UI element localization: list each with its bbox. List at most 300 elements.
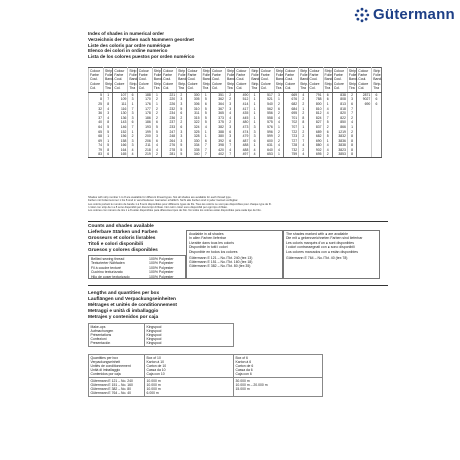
colour-number: 398 <box>210 143 225 148</box>
strip-number: 3 <box>177 102 186 107</box>
counts-heading <box>88 224 158 254</box>
strip-number: 5 <box>201 106 210 111</box>
strip-number: 1 <box>323 139 332 144</box>
make-up-label: Presentación <box>90 341 111 346</box>
colour-number: 690 <box>357 102 372 107</box>
strip-number: 1 <box>250 93 259 98</box>
all-shades-item: Gütermann E 121 – No./Tkt. 240 (tex 13) <box>189 255 253 260</box>
strip-number: 7 <box>201 143 210 148</box>
strip-number: 6 <box>128 120 137 125</box>
strip-number: 6 <box>274 106 283 111</box>
colour-number: 211 <box>137 143 152 148</box>
colour-number: 36 <box>89 111 104 116</box>
colour-number: 234 <box>162 111 177 116</box>
strip-number: 2 <box>152 116 161 121</box>
colour-number: 328 <box>186 134 201 139</box>
strip-number: 4 <box>299 93 308 98</box>
colour-number: 188 <box>137 93 152 98</box>
footnote-line: Farben mit Foliennummer 1 bis 8 sind in verschiedenen Garnarten erhältlich. Nicht alle Farben sind in jeder Garnart verfügbar. <box>88 199 239 203</box>
colour-number: 177 <box>137 106 152 111</box>
colour-number: 8 <box>89 97 104 102</box>
colour-number: 233 <box>162 125 177 130</box>
strip-number: 4 <box>299 143 308 148</box>
strip-number: 1 <box>323 102 332 107</box>
strip-number: 2 <box>323 152 332 157</box>
colour-number: 264 <box>162 139 177 144</box>
colour-number: 40 <box>89 120 104 125</box>
strip-number: 4 <box>274 148 283 153</box>
strip-number: 1 <box>128 129 137 134</box>
thread-type: Fil à coudre texturé <box>91 265 121 270</box>
strip-number: 8 <box>347 148 356 153</box>
thread-type: Hilo de coser texturizado <box>91 274 130 279</box>
colour-number: 281 <box>162 152 177 157</box>
strip-number: 4 <box>274 116 283 121</box>
lengths-box-6-column <box>234 378 323 397</box>
strip-number: 4 <box>250 148 259 153</box>
counts-heading-line: Grosseurs et coloris livrables <box>88 235 156 241</box>
colour-number: 156 <box>113 134 128 139</box>
colour-number: 690 <box>308 139 323 144</box>
quantities-label: Contenidos por caja <box>90 372 121 377</box>
colour-number: 248 <box>162 134 177 139</box>
colour-number: 488 <box>235 143 250 148</box>
colour-number: 166 <box>113 143 128 148</box>
strip-number: 6 <box>323 129 332 134</box>
colour-number: 220 <box>162 97 177 102</box>
all-shades-line: Livrable dans tous les coloris <box>189 240 234 245</box>
colour-number: 247 <box>162 129 177 134</box>
colour-number: 152 <box>113 129 128 134</box>
colour-number: 576 <box>259 125 274 130</box>
strip-number: 2 <box>177 93 186 98</box>
thread-type-box <box>88 255 186 279</box>
footnote-line: Les coloris portant le numéro de bande 1 à 8 sont disponibles pour différents types de fils. Tous les coloris ne sont pas disponibles pour chaque type de fil. <box>88 202 272 206</box>
colour-number: 556 <box>259 111 274 116</box>
colour-column-header: Colour Farbe Coul. Colore Col. <box>332 68 347 93</box>
length-label: Gütermann E 121 – No. 240 <box>90 378 133 383</box>
colour-number: 65 <box>89 129 104 134</box>
counts-heading-line: Counts and shades available <box>88 224 154 229</box>
strip-number: 3 <box>225 102 234 107</box>
colour-number: 902 <box>308 148 323 153</box>
make-up-value: Kingspool <box>146 341 162 346</box>
colour-number: 276 <box>162 143 177 148</box>
lengths-box-10-column <box>145 378 234 397</box>
fiber-content: 100% Polyester <box>149 261 174 266</box>
colour-number: 64 <box>89 125 104 130</box>
strip-number: 2 <box>299 134 308 139</box>
colour-number: 143 <box>113 120 128 125</box>
colour-number: 116 <box>113 106 128 111</box>
strip-number: 2 <box>274 111 283 116</box>
colour-number: 199 <box>137 129 152 134</box>
colour-number: 373 <box>210 116 225 121</box>
colour-number: 111 <box>113 102 128 107</box>
strip-number: 3 <box>250 129 259 134</box>
strip-number: 4 <box>250 152 259 157</box>
section-divider <box>88 221 388 222</box>
colour-number: 791 <box>308 93 323 98</box>
counts-heading-line: Titoli e colori disponibili <box>88 241 144 247</box>
strip-number: 5 <box>323 134 332 139</box>
colour-number: 512 <box>235 97 250 102</box>
strip-number: 1 <box>250 111 259 116</box>
strip-number: 3 <box>225 106 234 111</box>
box-6-value: Caja con 6 <box>235 372 252 377</box>
make-up-label: Présentations <box>90 333 112 337</box>
colour-number: 414 <box>235 102 250 107</box>
marked-shades-line: Les coloris marqués d'un ● sont disponibles <box>286 240 354 245</box>
thread-type: Cucirino texturizzato <box>91 270 123 275</box>
colour-number: 562 <box>259 106 274 111</box>
strip-number: 6 <box>372 93 381 98</box>
colour-number: 402 <box>210 152 225 157</box>
colour-number: 600 <box>259 139 274 144</box>
colour-number: 232 <box>162 106 177 111</box>
strip-number: 2 <box>225 93 234 98</box>
colour-number: 1219 <box>332 129 347 134</box>
strip-number: 2 <box>152 106 161 111</box>
colour-number: 435 <box>235 111 250 116</box>
strip-number: 1 <box>201 129 210 134</box>
strip-number: 1 <box>104 134 113 139</box>
strip-column-header: Strip Folie Band. Strip. Tira <box>104 68 113 93</box>
colour-number: 109 <box>113 97 128 102</box>
strip-number: 1 <box>128 102 137 107</box>
strip-number: 1 <box>347 125 356 130</box>
strip-number: 8 <box>347 143 356 148</box>
colour-number: 808 <box>332 97 347 102</box>
strip-number: 7 <box>128 106 137 111</box>
colour-number: 32 <box>89 106 104 111</box>
strip-number: 2 <box>152 111 161 116</box>
box-6-value: Karton à 6 <box>235 359 252 364</box>
colour-number: 759 <box>284 152 299 157</box>
strip-number: 1 <box>250 106 259 111</box>
box-of-6-column <box>234 355 323 378</box>
colour-number: 880 <box>308 143 323 148</box>
thread-type: Texturierter Nähfaden <box>91 261 125 266</box>
colour-number: 330 <box>186 139 201 144</box>
colour-number: 682 <box>308 134 323 139</box>
title-line: Index of shades in numerical order <box>88 31 165 36</box>
make-up-label: Make-ups <box>90 324 106 329</box>
colour-number: 362 <box>210 97 225 102</box>
strip-number: 6 <box>104 152 113 157</box>
strip-number: 6 <box>225 139 234 144</box>
strip-number: 6 <box>225 129 234 134</box>
strip-number: 3 <box>128 111 137 116</box>
colour-number: 107 <box>113 93 128 98</box>
strip-number: 4 <box>323 143 332 148</box>
strip-number: 2 <box>152 97 161 102</box>
colour-column-header: Colour Farbe Coul. Colore Col. <box>357 68 372 93</box>
strip-number: 5 <box>177 148 186 153</box>
strip-number: 4 <box>347 120 356 125</box>
strip-number: 6 <box>128 93 137 98</box>
document-title <box>88 31 194 60</box>
strip-number: 4 <box>128 148 137 153</box>
strip-number: 3 <box>128 97 137 102</box>
strip-number: 1 <box>250 97 259 102</box>
strip-number: 1 <box>250 143 259 148</box>
strip-number: 6 <box>372 97 381 102</box>
lengths-labels <box>89 378 145 397</box>
section-divider <box>88 285 388 286</box>
strip-number: 5 <box>177 152 186 157</box>
strip-number: 5 <box>104 143 113 148</box>
strip-number: 8 <box>347 139 356 144</box>
colour-number: 130 <box>113 111 128 116</box>
make-up-value: Kingspool <box>146 333 162 337</box>
colour-number: 732 <box>284 148 299 153</box>
colour-number: 722 <box>284 129 299 134</box>
colour-column-header: Colour Farbe Coul. Colore Col. <box>308 68 323 93</box>
strip-number: 6 <box>152 139 161 144</box>
colour-number: 178 <box>137 111 152 116</box>
colour-number <box>357 152 372 157</box>
strip-number: 7 <box>201 152 210 157</box>
lengths-heading-line: Metraggi e unità di imballaggio <box>88 308 159 314</box>
colour-column-header: Colour Farbe Coul. Colore Col. <box>113 68 128 93</box>
strip-number: 4 <box>128 152 137 157</box>
colour-number: 695 <box>308 152 323 157</box>
counts-heading-line: Lieferbare Stärken und Farben <box>88 229 158 235</box>
colour-number: 676 <box>284 97 299 102</box>
colour-number: 164 <box>113 148 128 153</box>
lengths-heading-line: Metrajes y contenidos por caja <box>88 314 159 320</box>
colour-number: 837 <box>308 125 323 130</box>
colour-number: 521 <box>259 97 274 102</box>
strip-number: 5 <box>177 106 186 111</box>
colour-number: 186 <box>137 116 152 121</box>
box-6-value: Carton de 6 <box>235 364 254 368</box>
colour-number: 599 <box>259 134 274 139</box>
length-value: 30.000 m <box>235 378 250 383</box>
all-shades-line: Disponible en todos los colores <box>189 249 238 254</box>
strip-number: 5 <box>104 129 113 134</box>
length-value: 10.000 m <box>146 378 161 383</box>
strip-number: 3 <box>250 134 259 139</box>
strip-number: 6 <box>372 102 381 107</box>
colour-number: 83 <box>89 152 104 157</box>
lengths-heading-line: Lengths and quantities per box <box>88 291 160 296</box>
strip-number <box>372 152 381 157</box>
strip-column-header: Strip Folie Band. Strip. Tira <box>274 68 283 93</box>
colour-column-header: Colour Farbe Coul. Colore Col. <box>259 68 274 93</box>
strip-number: 2 <box>323 125 332 130</box>
length-value: 10.000 m <box>146 387 161 392</box>
colour-number: 820 <box>332 111 347 116</box>
all-shades-box <box>186 230 283 279</box>
colour-number: 382 <box>210 125 225 130</box>
strip-number: 4 <box>152 148 161 153</box>
strip-number: 4 <box>299 152 308 157</box>
strip-column-header: Strip Folie Band. Strip. Tira <box>372 68 381 93</box>
strip-number: 5 <box>201 120 210 125</box>
all-shades-line: Available in all shades <box>189 232 224 236</box>
shade-table-header <box>89 68 382 93</box>
strip-number: 2 <box>299 148 308 153</box>
strip-number: 2 <box>299 97 308 102</box>
colour-number: 838 <box>332 93 347 98</box>
strip-number: 4 <box>323 148 332 153</box>
strip-number: 7 <box>299 139 308 144</box>
colour-number: 74 <box>89 143 104 148</box>
quantities-label: Verpackungseinheit <box>90 359 121 364</box>
strip-number: 5 <box>201 111 210 116</box>
colour-number: 334 <box>186 143 201 148</box>
colour-number: 480 <box>235 120 250 125</box>
strip-number: 1 <box>250 120 259 125</box>
strip-number: 2 <box>347 116 356 121</box>
box-10-value: Karton à 10 <box>146 359 165 364</box>
colour-number: 367 <box>210 106 225 111</box>
colour-number: 219 <box>137 152 152 157</box>
shade-index-table <box>88 67 382 158</box>
colour-number: 488 <box>235 148 250 153</box>
strip-number: 3 <box>177 134 186 139</box>
strip-column-header: Strip Folie Band. Strip. Tira <box>225 68 234 93</box>
strip-number: 6 <box>323 97 332 102</box>
length-value: 15.000 m <box>235 387 250 392</box>
colour-number: 136 <box>113 116 128 121</box>
strip-number: 4 <box>225 148 234 153</box>
strip-number: 7 <box>323 116 332 121</box>
strip-number: 4 <box>323 111 332 116</box>
colour-number: 827 <box>308 120 323 125</box>
colour-number: 669 <box>284 93 299 98</box>
colour-number: 575 <box>259 120 274 125</box>
quantities-labels <box>89 355 145 378</box>
fiber-content: 100% Polyester <box>149 257 174 261</box>
colour-number: 800 <box>308 102 323 107</box>
colour-number: 3853 <box>332 152 347 157</box>
strip-number: 4 <box>152 143 161 148</box>
strip-column-header: Strip Folie Band. Strip. Tira <box>128 68 137 93</box>
strip-number: 4 <box>104 116 113 121</box>
colour-column-header: Colour Farbe Coul. Colore Col. <box>284 68 299 93</box>
length-label: Gütermann E 764 – No. 40 <box>90 391 132 396</box>
strip-number: 1 <box>274 97 283 102</box>
strip-column-header: Strip Folie Band. Strip. Tira <box>250 68 259 93</box>
quantities-label: Unità di imballaggio <box>90 368 121 373</box>
colour-number: 186 <box>137 120 152 125</box>
footnote-line: I colori con strip da 1 a 8 sono disponibili per diversi tipi di filato. Non tutti i colori sono disponibili per ogni tipo di filato. <box>88 205 228 209</box>
colour-number: 517 <box>259 93 274 98</box>
colour-number: 392 <box>210 139 225 144</box>
box-6-value: Cassa da 6 <box>235 368 253 373</box>
strip-number: 2 <box>225 97 234 102</box>
thread-type: Bellied sewing thread <box>91 257 125 261</box>
colour-column-header: Colour Farbe Coul. Colore Col. <box>162 68 177 93</box>
colour-number: 473 <box>235 125 250 130</box>
colour-number: 380 <box>210 134 225 139</box>
lengths-heading-line: Lauflängen und Verpackungseinheiten <box>88 296 176 302</box>
strip-number: 3 <box>152 134 161 139</box>
marked-shades-item: Gütermann E 764 – No./Tkt. 40 (tex 78) <box>286 255 348 260</box>
colour-number: 365 <box>210 111 225 116</box>
colour-number: 306 <box>186 102 201 107</box>
make-up-value: Kingspool <box>146 324 162 329</box>
colour-number: 3823 <box>332 148 347 153</box>
strip-number: 3 <box>128 116 137 121</box>
strip-number: 8 <box>299 116 308 121</box>
strip-number: 2 <box>274 134 283 139</box>
colour-number: 278 <box>162 148 177 153</box>
colour-number: 375 <box>210 120 225 125</box>
strip-number: 2 <box>177 116 186 121</box>
strip-number: 1 <box>201 134 210 139</box>
colour-number: 682 <box>284 102 299 107</box>
colour-number: 727 <box>284 139 299 144</box>
marked-shades-line: Los colores marcados con ● están disponibles <box>286 249 358 254</box>
marked-shades-line: Die mit ● gekennzeichneten Farben sind lieferbar <box>286 236 363 241</box>
strip-number: 2 <box>347 93 356 98</box>
strip-number: 3 <box>104 111 113 116</box>
length-label: Gütermann E 382 – No. 80 <box>90 387 132 392</box>
colour-number: 631 <box>259 143 274 148</box>
colour-number: 707 <box>284 125 299 130</box>
colour-number: 218 <box>137 148 152 153</box>
strip-number: 2 <box>274 139 283 144</box>
strip-number: 1 <box>299 125 308 130</box>
strip-number: 5 <box>323 120 332 125</box>
fiber-content: 100% Polyester <box>149 274 174 279</box>
strip-number: 1 <box>250 102 259 107</box>
colour-number: 689 <box>308 129 323 134</box>
strip-number: 3 <box>177 129 186 134</box>
colour-number: 340 <box>186 152 201 157</box>
strip-number: 1 <box>274 125 283 130</box>
colour-number: 322 <box>186 120 201 125</box>
colour-number: 850 <box>332 120 347 125</box>
box-10-value: Caja con 10 <box>146 372 165 377</box>
colour-number: 788 <box>308 97 323 102</box>
all-shades-item: Gütermann E 382 – No./Tkt. 80 (tex 35) <box>189 264 251 269</box>
brand-logo <box>354 6 455 23</box>
strip-column-header: Strip Folie Band. Strip. Tira <box>299 68 308 93</box>
strip-number: 8 <box>347 134 356 139</box>
colour-number: 310 <box>186 106 201 111</box>
colour-number: 684 <box>284 106 299 111</box>
colour-number: 335 <box>186 148 201 153</box>
strip-number: 7 <box>104 97 113 102</box>
colour-number: 315 <box>186 116 201 121</box>
colour-number: 487 <box>235 139 250 144</box>
colour-number: 2871 <box>357 93 372 98</box>
colour-number: 226 <box>162 102 177 107</box>
colour-number: 237 <box>162 120 177 125</box>
brand-name: Gütermann <box>373 6 455 23</box>
colour-column-header: Colour Farbe Coul. Colore Col. <box>186 68 201 93</box>
all-shades-line: In allen Farben lieferbar <box>189 236 226 241</box>
strip-number: 2 <box>347 129 356 134</box>
quantities-table <box>88 354 323 397</box>
colour-number: 5 <box>89 93 104 98</box>
strip-number: 2 <box>152 152 161 157</box>
strip-number: 1 <box>274 152 283 157</box>
box-10-value: Carton de 10 <box>146 364 167 368</box>
colour-number: 728 <box>284 143 299 148</box>
strip-number: 2 <box>299 102 308 107</box>
strip-number: 1 <box>201 93 210 98</box>
strip-number: 8 <box>347 152 356 157</box>
strip-number: 5 <box>201 116 210 121</box>
colour-number: 653 <box>259 152 274 157</box>
colour-number: 206 <box>137 139 152 144</box>
